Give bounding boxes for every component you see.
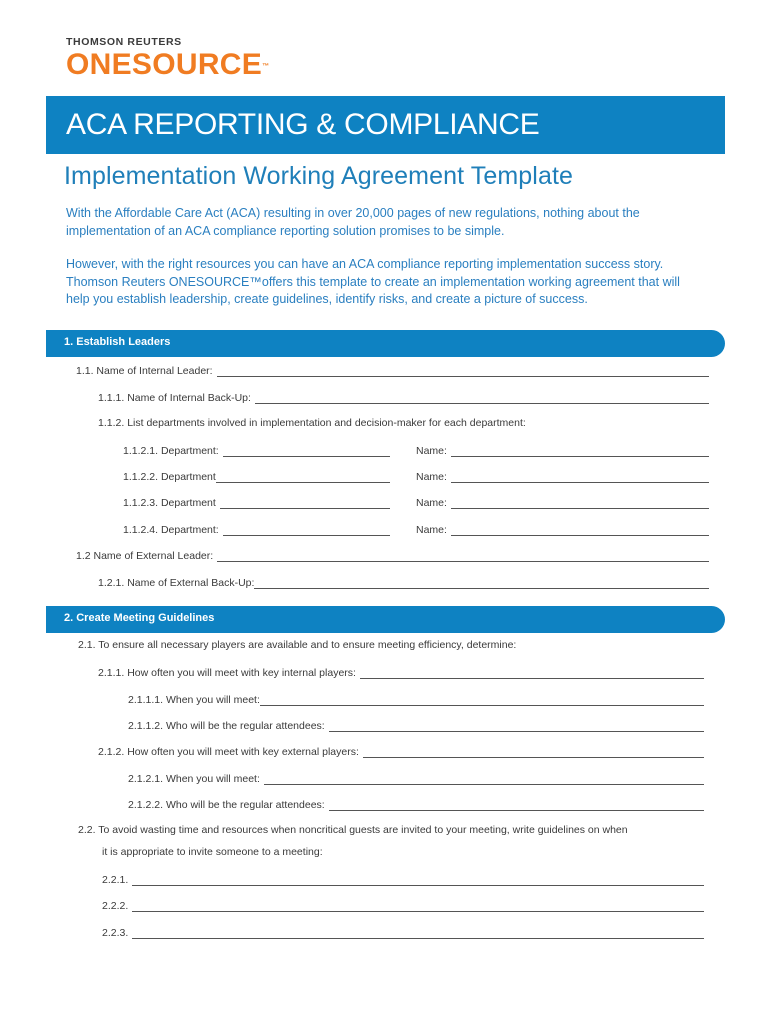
intro-paragraph-1: With the Affordable Care Act (ACA) resulting in over 20,000 pages of new regulations, nothing about the implementation of an ACA compliance reporting solution promises to be simple. bbox=[66, 206, 640, 238]
department-3-line[interactable] bbox=[220, 498, 390, 509]
internal-leader-label: 1.1. Name of Internal Leader: bbox=[76, 365, 213, 377]
q22-prompt-line-1: 2.2. To avoid wasting time and resources when noncritical guests are invited to your meeting, write guidelines on when bbox=[78, 824, 628, 836]
external-when-line[interactable] bbox=[264, 774, 704, 785]
internal-frequency-field[interactable] bbox=[98, 665, 704, 679]
internal-leader-field[interactable] bbox=[76, 363, 709, 377]
section-2-title: 2. Create Meeting Guidelines bbox=[64, 612, 215, 624]
department-2-name-label: Name: bbox=[416, 471, 447, 483]
internal-frequency-label: 2.1.1. How often you will meet with key internal players: bbox=[98, 667, 356, 679]
external-backup-field[interactable] bbox=[98, 575, 709, 589]
q22-prompt-line-2: it is appropriate to invite someone to a meeting: bbox=[102, 846, 323, 858]
guideline-3-field[interactable] bbox=[102, 925, 704, 939]
department-1-name-label: Name: bbox=[416, 445, 447, 457]
department-4-label: 1.1.2.4. Department: bbox=[123, 524, 219, 536]
external-frequency-label: 2.1.2. How often you will meet with key external players: bbox=[98, 746, 359, 758]
guideline-1-field[interactable] bbox=[102, 872, 704, 886]
guideline-3-line[interactable] bbox=[132, 928, 704, 939]
internal-backup-field[interactable] bbox=[98, 390, 709, 404]
guideline-2-label: 2.2.2. bbox=[102, 900, 129, 912]
department-3-field[interactable] bbox=[123, 495, 390, 509]
department-4-name-field[interactable] bbox=[416, 522, 709, 536]
internal-when-line[interactable] bbox=[260, 695, 704, 706]
guideline-1-label: 2.2.1. bbox=[102, 874, 129, 886]
section-2-header bbox=[46, 606, 725, 633]
internal-backup-label: 1.1.1. Name of Internal Back-Up: bbox=[98, 392, 251, 404]
external-attendees-line[interactable] bbox=[329, 800, 704, 811]
department-3-label: 1.1.2.3. Department bbox=[123, 497, 216, 509]
guideline-3-label: 2.2.3. bbox=[102, 927, 129, 939]
external-leader-field[interactable] bbox=[76, 548, 709, 562]
department-4-field[interactable] bbox=[123, 522, 390, 536]
department-3-name-line[interactable] bbox=[451, 498, 709, 509]
internal-attendees-field[interactable] bbox=[128, 718, 704, 732]
document-subtitle: Implementation Working Agreement Template bbox=[64, 162, 573, 190]
external-backup-label: 1.2.1. Name of External Back-Up: bbox=[98, 577, 255, 589]
guideline-2-line[interactable] bbox=[132, 901, 704, 912]
external-leader-label: 1.2 Name of External Leader: bbox=[76, 550, 214, 562]
q21-prompt: 2.1. To ensure all necessary players are available and to ensure meeting efficiency, determine: bbox=[78, 639, 517, 651]
section-1-header bbox=[46, 330, 725, 357]
internal-when-label: 2.1.1.1. When you will meet: bbox=[128, 694, 260, 706]
department-2-name-field[interactable] bbox=[416, 469, 709, 483]
title-banner bbox=[46, 96, 725, 154]
department-2-name-line[interactable] bbox=[451, 472, 709, 483]
logo-company-name: THOMSON REUTERS bbox=[66, 36, 182, 48]
department-3-name-label: Name: bbox=[416, 497, 447, 509]
external-backup-line[interactable] bbox=[254, 578, 709, 589]
external-when-label: 2.1.2.1. When you will meet: bbox=[128, 773, 260, 785]
external-frequency-line[interactable] bbox=[363, 747, 704, 758]
department-2-line[interactable] bbox=[216, 472, 390, 483]
departments-prompt: 1.1.2. List departments involved in implementation and decision-maker for each department: bbox=[98, 417, 526, 429]
department-3-name-field[interactable] bbox=[416, 495, 709, 509]
section-1-title: 1. Establish Leaders bbox=[64, 336, 171, 348]
department-1-field[interactable] bbox=[123, 443, 390, 457]
internal-when-field[interactable] bbox=[128, 692, 704, 706]
internal-frequency-line[interactable] bbox=[360, 668, 704, 679]
logo-product-name: ONESOURCE™ bbox=[66, 48, 270, 81]
internal-backup-line[interactable] bbox=[255, 393, 709, 404]
department-1-label: 1.1.2.1. Department: bbox=[123, 445, 219, 457]
department-4-name-line[interactable] bbox=[451, 525, 709, 536]
intro-paragraph-2: However, with the right resources you can have an ACA compliance reporting implementation success story. Thomson Reuters ONESOURCE™offers this template to create an implementation working agreement that will help you establish leadership, create guidelines, identify risks, and create a picture of success. bbox=[66, 257, 680, 306]
department-2-field[interactable] bbox=[123, 469, 390, 483]
external-when-field[interactable] bbox=[128, 771, 704, 785]
external-attendees-field[interactable] bbox=[128, 797, 704, 811]
internal-attendees-line[interactable] bbox=[329, 721, 704, 732]
department-1-name-line[interactable] bbox=[451, 446, 709, 457]
department-2-label: 1.1.2.2. Department bbox=[123, 471, 216, 483]
guideline-2-field[interactable] bbox=[102, 898, 704, 912]
external-frequency-field[interactable] bbox=[98, 744, 704, 758]
internal-attendees-label: 2.1.1.2. Who will be the regular attendees: bbox=[128, 720, 325, 732]
page-title: ACA REPORTING & COMPLIANCE bbox=[66, 108, 540, 141]
department-1-name-field[interactable] bbox=[416, 443, 709, 457]
department-1-line[interactable] bbox=[223, 446, 390, 457]
thomson-reuters-onesource-logo bbox=[66, 36, 269, 80]
external-leader-line[interactable] bbox=[217, 551, 709, 562]
department-4-line[interactable] bbox=[223, 525, 390, 536]
department-4-name-label: Name: bbox=[416, 524, 447, 536]
external-attendees-label: 2.1.2.2. Who will be the regular attendees: bbox=[128, 799, 325, 811]
guideline-1-line[interactable] bbox=[132, 875, 704, 886]
internal-leader-line[interactable] bbox=[217, 366, 709, 377]
